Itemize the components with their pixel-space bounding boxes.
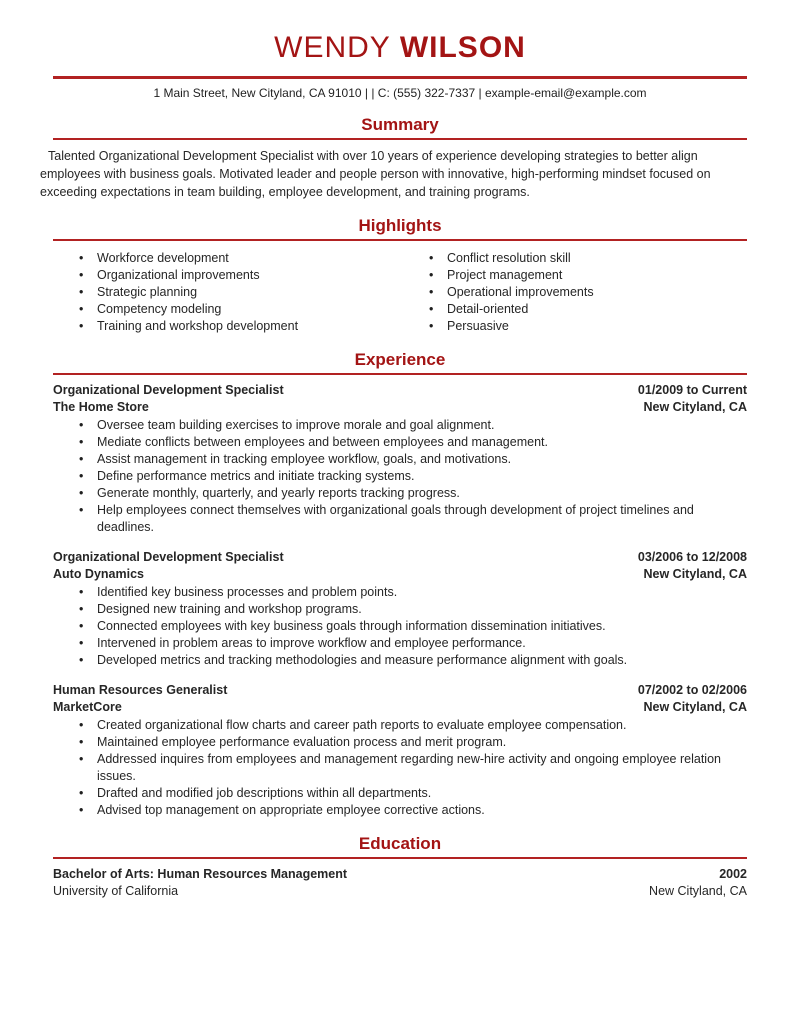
job-bullet: • Advised top management on appropriate employee corrective actions. — [53, 802, 747, 819]
job-company: MarketCore — [53, 700, 122, 714]
job-company-row — [53, 699, 747, 716]
section-heading-highlights: Highlights — [53, 216, 747, 241]
job-bullet: • Identified key business processes and problem points. — [53, 584, 747, 601]
highlights-column-left — [53, 250, 403, 335]
job-bullet: • Drafted and modified job descriptions within all departments. — [53, 785, 747, 802]
job-bullet: • Oversee team building exercises to improve morale and goal alignment. — [53, 417, 747, 434]
job-dates: 07/2002 to 02/2006 — [637, 683, 747, 697]
job-location: New Cityland, CA — [643, 700, 747, 714]
job-bullet: • Intervened in problem areas to improve workflow and employee performance. — [53, 635, 747, 652]
highlight-item: • Conflict resolution skill — [403, 250, 747, 267]
highlight-item: • Organizational improvements — [53, 267, 403, 284]
experience-entry — [53, 682, 747, 819]
job-bullet: • Assist management in tracking employee workflow, goals, and motivations. — [53, 451, 747, 468]
job-dates: 03/2006 to 12/2008 — [637, 550, 747, 564]
section-heading-experience: Experience — [53, 350, 747, 375]
graduation-year: 2002 — [719, 867, 747, 881]
job-bullet: • Designed new training and workshop programs. — [53, 601, 747, 618]
job-company: The Home Store — [53, 400, 149, 414]
job-bullet: • Mediate conflicts between employees and between employees and management. — [53, 434, 747, 451]
summary-text: Talented Organizational Development Specialist with over 10 years of experience developing strategies to better align employees with business goals. Motivated leader and people person with innovative, high-performing mindset focused on exceeding expectations in team building, employee development, and training programs. — [40, 149, 711, 199]
candidate-first-name: WENDY — [274, 31, 391, 64]
highlight-item: • Workforce development — [53, 250, 403, 267]
school: University of California — [53, 884, 179, 898]
degree: Bachelor of Arts: Human Resources Management — [53, 867, 348, 881]
school-location: New Cityland, CA — [649, 884, 747, 898]
highlight-item: • Persuasive — [403, 318, 747, 335]
job-bullet: • Developed metrics and tracking methodologies and measure performance alignment with goals. — [53, 652, 747, 669]
job-header-row — [53, 682, 747, 699]
job-bullet: • Created organizational flow charts and career path reports to evaluate employee compensation. — [53, 717, 747, 734]
job-bullet-list — [53, 417, 747, 536]
highlights-column-right — [403, 250, 747, 335]
job-bullet-list — [53, 717, 747, 819]
education-degree-row — [53, 866, 747, 883]
experience-entry — [53, 549, 747, 669]
job-bullet: • Define performance metrics and initiate tracking systems. — [53, 468, 747, 485]
job-header-row — [53, 382, 747, 399]
job-company-row — [53, 399, 747, 416]
highlight-item: • Strategic planning — [53, 284, 403, 301]
job-bullet: • Connected employees with key business goals through information dissemination initiatives. — [53, 618, 747, 635]
job-company: Auto Dynamics — [53, 567, 144, 581]
job-company-row — [53, 566, 747, 583]
resume-content — [40, 31, 747, 900]
job-bullet: • Maintained employee performance evaluation process and merit program. — [53, 734, 747, 751]
candidate-last-name: WILSON — [399, 31, 526, 64]
highlight-item: • Operational improvements — [403, 284, 747, 301]
job-location: New Cityland, CA — [643, 400, 747, 414]
job-title: Human Resources Generalist — [53, 683, 228, 697]
job-title: Organizational Development Specialist — [53, 383, 284, 397]
job-bullet: • Addressed inquires from employees and management regarding new-hire activity and ongoing employee relation issues. — [53, 751, 747, 785]
job-title: Organizational Development Specialist — [53, 550, 284, 564]
job-bullet: • Help employees connect themselves with organizational goals through development of project timelines and deadlines. — [53, 502, 747, 536]
job-dates: 01/2009 to Current — [637, 383, 747, 397]
header-divider — [53, 76, 747, 79]
highlight-item: • Project management — [403, 267, 747, 284]
education-school-row — [53, 883, 747, 900]
contact-line: 1 Main Street, New Cityland, CA 91010 | | C: (555) 322-7337 | example-email@example.com — [153, 86, 647, 100]
highlights-columns — [53, 250, 747, 335]
highlight-item: • Detail-oriented — [403, 301, 747, 318]
highlight-item: • Training and workshop development — [53, 318, 403, 335]
job-bullet-list — [53, 584, 747, 669]
experience-entry — [53, 382, 747, 536]
section-heading-education: Education — [53, 834, 747, 859]
job-location: New Cityland, CA — [643, 567, 747, 581]
highlight-item: • Competency modeling — [53, 301, 403, 318]
section-heading-summary: Summary — [53, 115, 747, 140]
job-header-row — [53, 549, 747, 566]
job-bullet: • Generate monthly, quarterly, and yearly reports tracking progress. — [53, 485, 747, 502]
education-entry — [53, 866, 747, 900]
candidate-name — [53, 33, 747, 63]
